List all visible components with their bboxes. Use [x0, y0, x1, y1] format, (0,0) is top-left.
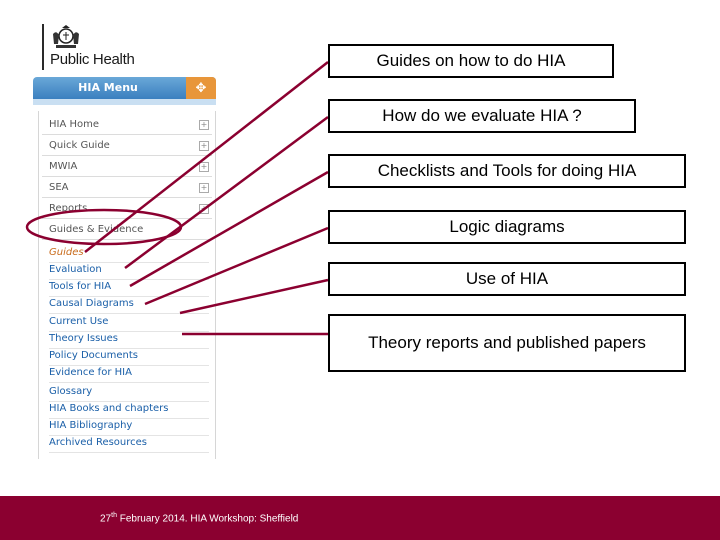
connector-current-use [180, 280, 328, 313]
footer-ordinal: th [111, 512, 117, 519]
callout-evaluation: How do we evaluate HIA ? [328, 99, 636, 133]
submenu-item-theory-issues[interactable]: Theory Issues [49, 331, 209, 349]
connector-evaluation [125, 117, 328, 268]
menu-item-label: Reports [49, 203, 88, 214]
menu-item-label: HIA Home [49, 119, 100, 130]
callout-use: Use of HIA [328, 262, 686, 296]
plus-icon[interactable]: + [200, 120, 208, 129]
plus-icon[interactable]: + [200, 141, 208, 150]
highlight-ellipse [27, 210, 181, 244]
submenu-item-policy-documents[interactable]: Policy Documents [49, 348, 209, 366]
callout-theory: Theory reports and published papers [328, 314, 686, 372]
menu-item-label: Guides & Evidence [49, 224, 144, 235]
submenu-item-guides[interactable]: Guides [49, 245, 209, 263]
submenu-item-current-use[interactable]: Current Use [49, 314, 209, 332]
footer-bar [0, 496, 720, 540]
submenu-item-tools[interactable]: Tools for HIA [49, 279, 209, 297]
menu-item-label: Quick Guide [49, 140, 110, 151]
submenu-item-books[interactable]: HIA Books and chapters [49, 401, 209, 419]
submenu-item-archived[interactable]: Archived Resources [49, 435, 209, 453]
expand-arrows-icon[interactable]: ✥ [186, 77, 216, 99]
submenu-item-glossary[interactable]: Glossary [49, 384, 209, 402]
submenu-item-bibliography[interactable]: HIA Bibliography [49, 418, 209, 436]
menu-title: HIA Menu [78, 81, 138, 94]
menu-item-label: SEA [49, 182, 69, 193]
connector-causal [145, 228, 328, 304]
footer-text [100, 512, 298, 524]
callout-tools: Checklists and Tools for doing HIA [328, 154, 686, 188]
footer-caption: February 2014. HIA Workshop: Sheffield [116, 513, 299, 525]
plus-icon[interactable]: + [200, 204, 208, 213]
plus-icon[interactable]: + [200, 162, 208, 171]
callout-logic-diagrams: Logic diagrams [328, 210, 686, 244]
callout-guides: Guides on how to do HIA [328, 44, 614, 78]
submenu-item-causal-diagrams[interactable]: Causal Diagrams [49, 296, 209, 314]
submenu-item-evaluation[interactable]: Evaluation [49, 262, 209, 280]
footer-day: 27 [100, 513, 112, 525]
menu-item-label: MWIA [49, 161, 78, 172]
connector-guides [85, 62, 328, 252]
logo-text: Public Health [50, 51, 135, 68]
plus-icon[interactable]: + [200, 183, 208, 192]
submenu-item-evidence[interactable]: Evidence for HIA [49, 365, 209, 383]
